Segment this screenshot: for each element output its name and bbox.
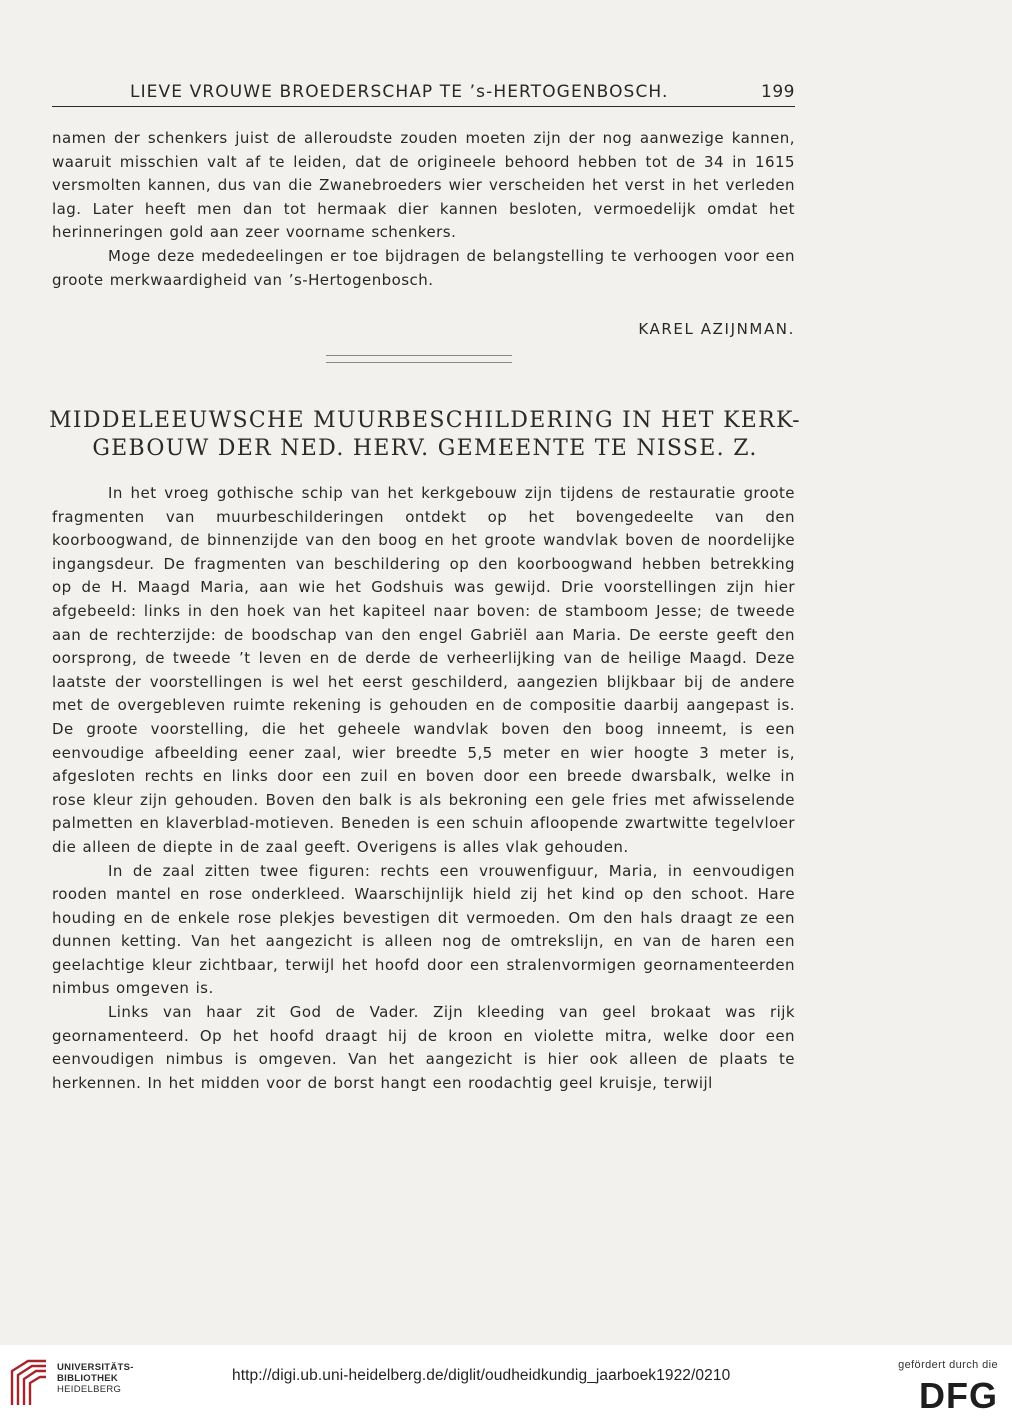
paragraph: namen der schenkers juist de alleroudste zouden moeten zijn der nog aanwezige kannen, waaruit misschien valt af te leiden, dat de origineele behoord hebben tot de 34 in 1615 versmolten kannen, dus van die Zwanebroeders wier verscheiden het verst in het verleden lag. Later heeft men dan tot hermaak dier kannen besloten, vermoedelijk omdat het herinneringen gold aan zeer voorname schenkers. <box>52 129 795 242</box>
paragraph: In het vroeg gothische schip van het kerkgebouw zijn tijdens de restauratie groote fragmenten van muurbeschilderingen ontdekt op het bovengedeelte van den koorboogwand, de binnenzijde van den boog en het groote wandvlak boven de noordelijke ingangsdeur. De fragmenten van beschildering op den koorboogwand hebben betrekking op de H. Maagd Maria, aan wie het Godshuis was gewijd. Drie voorstellingen zijn hier afgebeeld: links in den hoek van het kapiteel naar boven: de stamboom Jesse; de tweede aan de rechterzijde: de boodschap van den engel Gabriël aan Maria. De eerste geeft den oorsprong, de tweede ’t leven en de derde de verheerlijking van de heilige Maagd. Deze laatste der voorstellingen is wel het eerst geschilderd, aangezien blijkbaar bij de andere met de overgebleven ruimte rekening is gehouden en de compositie daarbij aangepast is. De groote voorstelling, die het geheele wandvlak boven den boog inneemt, is een eenvoudige afbeelding eener zaal, wier breedte 5,5 meter en wier hoogte 3 meter is, afgesloten rechts en links door een zuil en boven door een breede dwarsbalk, welke in rose kleur zijn gehouden. Boven den balk is als bekroning een gele fries met afwisselende palmetten en klaverblad-motieven. Beneden is een schuin afloopende zwartwitte tegelvloer die alleen de diepte in de zaal geeft. Overigens is alles vlak gehouden. <box>52 484 795 856</box>
article-title-line: MIDDELEEUWSCHE MUURBESCHILDERING IN HET KERK- <box>49 408 801 433</box>
digitization-footer <box>0 1345 1012 1422</box>
paragraph: Links van haar zit God de Vader. Zijn kleeding van geel brokaat was rijk geornamenteerd. Op het hoofd draagt hij de kroon en violette mitra, welke door een eenvoudigen nimbus is omgeven. Van het aangezicht is hier ook alleen de plaats te herkennen. In het midden voor de borst hangt een roodachtig geel kruisje, terwijl <box>52 1003 795 1092</box>
article-title <box>40 407 810 463</box>
page-number: 199 <box>761 82 795 102</box>
library-name-line: UNIVERSITÄTS- <box>57 1362 134 1373</box>
dfg-logo: DFG <box>919 1375 998 1416</box>
author-signature: KAREL AZIJNMAN. <box>638 320 795 338</box>
library-name <box>57 1362 134 1395</box>
header-rule <box>52 106 795 107</box>
article-body <box>52 482 795 1095</box>
article-title-line: GEBOUW DER NED. HERV. GEMEENTE TE NISSE. Z. <box>92 436 758 461</box>
running-title: LIEVE VROUWE BROEDERSCHAP TE ’s-HERTOGENBOSCH. <box>130 82 669 102</box>
library-name-line: HEIDELBERG <box>57 1384 122 1395</box>
funded-by-label: gefördert durch die <box>898 1359 998 1371</box>
source-url-link[interactable]: http://digi.ub.uni-heidelberg.de/diglit/oudheidkundig_jaarboek1922/0210 <box>232 1367 731 1384</box>
paragraph: Moge deze mededeelingen er toe bijdragen de belangstelling te verhoogen voor een groote merkwaardigheid van ’s-Hertogenbosch. <box>52 246 795 289</box>
section-separator <box>326 355 512 363</box>
previous-article-text <box>52 127 795 292</box>
library-name-line: BIBLIOTHEK <box>57 1373 119 1384</box>
library-logo-icon <box>8 1357 50 1409</box>
paragraph: In de zaal zitten twee figuren: rechts een vrouwenfiguur, Maria, in eenvoudigen rooden mantel en rose onderkleed. Waarschijnlijk hield zij het kind op den schoot. Hare houding en de enkele rose plekjes bevestigen dit vermoeden. Om den hals draagt ze een dunnen ketting. Van het aangezicht is alleen nog de omtrekslijn, en van de haren een geelachtige kleur zichtbaar, terwijl het hoofd door een stralenvormigen geornamenteerden nimbus omgeven is. <box>52 861 795 998</box>
